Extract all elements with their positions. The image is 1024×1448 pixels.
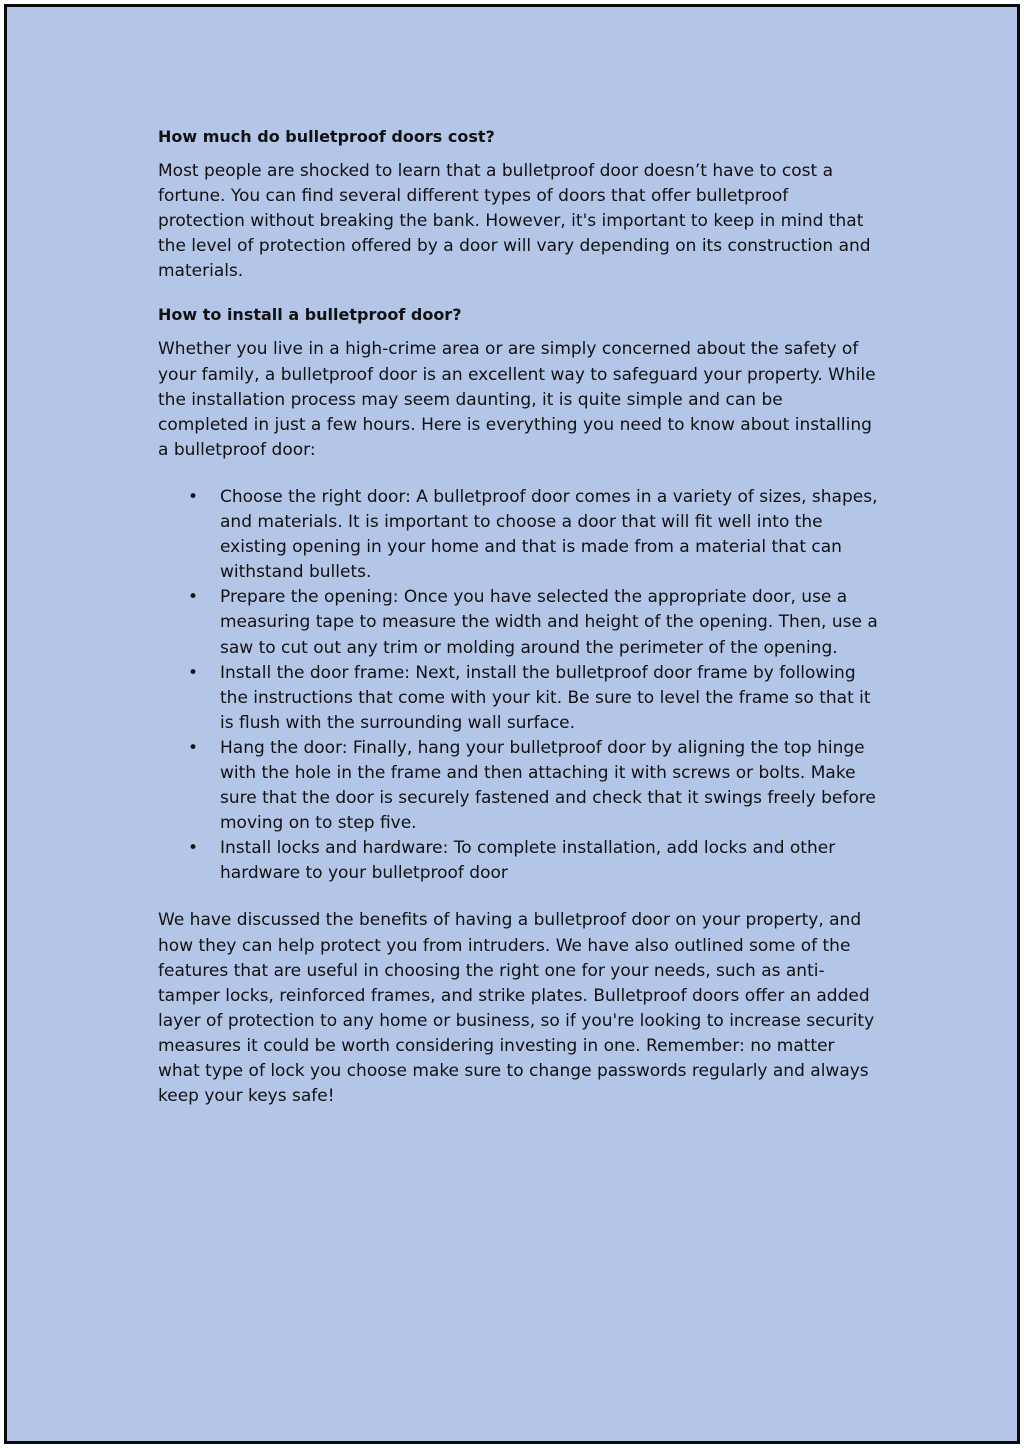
bullet-icon: •	[188, 838, 199, 859]
list-item-text: Prepare the opening: Once you have selected the appropriate door, use a measuring tape to measure the width and height of the opening. Then, use a saw to cut out any trim or molding around the perimeter of the opening.	[220, 587, 878, 658]
paragraph-cost: Most people are shocked to learn that a bulletproof door doesn’t have to cost a fortune. You can find several different types of doors that offer bulletproof protection without breaking the bank. However, it's important to keep in mind that the level of protection offered by a door will vary depending on its construction and materials.	[158, 161, 871, 282]
list-item-text: Install locks and hardware: To complete installation, add locks and other hardware to your bulletproof door	[220, 838, 836, 884]
list-item	[188, 485, 878, 585]
list-item	[188, 836, 878, 886]
article-content	[158, 126, 878, 1109]
section-heading-install: How to install a bulletproof door?	[158, 305, 462, 325]
list-item	[188, 736, 878, 836]
bullet-icon: •	[188, 662, 199, 683]
list-item	[188, 661, 878, 736]
list-item-text: Choose the right door: A bulletproof door comes in a variety of sizes, shapes, and materials. It is important to choose a door that will fit well into the existing opening in your home and that is made from a material that can withstand bullets.	[220, 486, 878, 583]
bullet-icon: •	[188, 587, 199, 608]
bullet-icon: •	[188, 737, 199, 758]
list-item-text: Install the door frame: Next, install the bulletproof door frame by following the instructions that come with your kit. Be sure to level the frame so that it is flush with the surrounding wall surface.	[220, 662, 871, 733]
install-steps-list	[158, 485, 878, 887]
paragraph-conclusion: We have discussed the benefits of having a bulletproof door on your property, and how they can help protect you from intruders. We have also outlined some of the features that are useful in choosing the right one for your needs, such as anti-tamper locks, reinforced frames, and strike plates. Bulletproof doors offer an added layer of protection to any home or business, so if you're looking to increase security measures it could be worth considering investing in one. Remember: no matter what type of lock you choose make sure to change passwords regularly and always keep your keys safe!	[158, 910, 875, 1107]
document-page	[4, 4, 1020, 1444]
paragraph-install-intro: Whether you live in a high-crime area or are simply concerned about the safety of your family, a bulletproof door is an excellent way to safeguard your property. While the installation process may seem daunting, it is quite simple and can be completed in just a few hours. Here is everything you need to know about installing a bulletproof door:	[158, 339, 876, 460]
list-item-text: Hang the door: Finally, hang your bulletproof door by aligning the top hinge with the hole in the frame and then attaching it with screws or bolts. Make sure that the door is securely fastened and check that it swings freely before moving on to step five.	[220, 737, 876, 834]
section-heading-cost: How much do bulletproof doors cost?	[158, 127, 495, 146]
bullet-icon: •	[188, 486, 199, 507]
list-item	[188, 585, 878, 660]
